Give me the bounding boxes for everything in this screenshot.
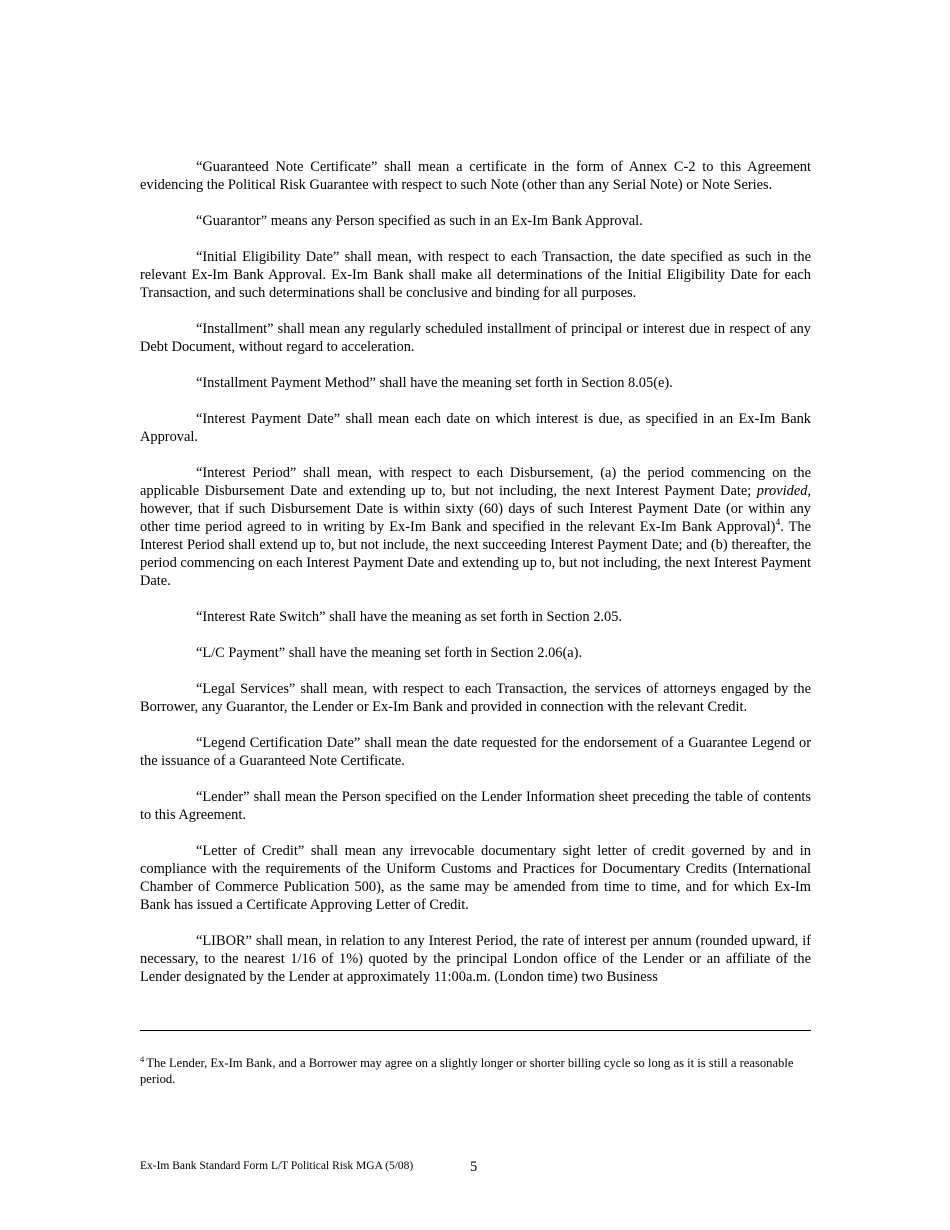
definition-installment: “Installment” shall mean any regularly scheduled installment of principal or interest due in respect of any Debt Document, without regard to acceleration. (140, 321, 811, 355)
definition-legal-services: “Legal Services” shall mean, with respect to each Transaction, the services of attorneys engaged by the Borrower, any Guarantor, the Lender or Ex-Im Bank and provided in connection with the relevant Credit. (140, 681, 811, 715)
definition-installment-payment-method: “Installment Payment Method” shall have the meaning set forth in Section 8.05(e). (196, 375, 673, 391)
definition-interest-payment-date: “Interest Payment Date” shall mean each date on which interest is due, as specified in an Ex-Im Bank Approval. (140, 411, 811, 445)
footnote (140, 1055, 811, 1087)
interest-period-italic: provided, (756, 483, 811, 499)
definition-lender: “Lender” shall mean the Person specified on the Lender Information sheet preceding the table of contents to this Agreement. (140, 789, 811, 823)
definition-interest-period (140, 464, 811, 590)
interest-period-text-2: however, that if such Disbursement Date is within sixty (60) days of such Interest Payment Date (or within any other time period agreed to in writing by Ex-Im Bank and specified in the relevant Ex-Im Bank Approval) (140, 501, 811, 535)
interest-period-text-3: . The Interest Period shall extend up to, but not include, the next succeeding Interest Payment Date; and (b) thereafter, the period commencing on each Interest Payment Date and extending up to, but not including, the next Interest Payment Date. (140, 519, 811, 589)
definition-legend-certification-date: “Legend Certification Date” shall mean the date requested for the endorsement of a Guarantee Legend or the issuance of a Guaranteed Note Certificate. (140, 735, 811, 769)
definition-guarantor: “Guarantor” means any Person specified as such in an Ex-Im Bank Approval. (196, 213, 643, 229)
definition-lc-payment: “L/C Payment” shall have the meaning set forth in Section 2.06(a). (196, 645, 583, 661)
interest-period-text-1: “Interest Period” shall mean, with respect to each Disbursement, (a) the period commencing on the applicable Disbursement Date and extending up to, but not including, the next Interest Payment Date; (140, 465, 811, 499)
definition-libor: “LIBOR” shall mean, in relation to any Interest Period, the rate of interest per annum (rounded upward, if necessary, to the nearest 1/16 of 1%) quoted by the principal London office of the Lender or an affiliate of the Lender designated by the Lender at approximately 11:00a.m. (London time) two Business (140, 933, 811, 985)
footer-form-name: Ex-Im Bank Standard Form L/T Political Risk MGA (5/08) (140, 1160, 414, 1172)
footnote-text: The Lender, Ex-Im Bank, and a Borrower may agree on a slightly longer or shorter billing cycle so long as it is still a reasonable period. (140, 1056, 794, 1086)
definition-guaranteed-note-certificate: “Guaranteed Note Certificate” shall mean a certificate in the form of Annex C-2 to this Agreement evidencing the Political Risk Guarantee with respect to such Note (other than any Serial Note) or Note Series. (140, 159, 811, 193)
footnote-reference[interactable]: 4 (775, 518, 781, 529)
definition-letter-of-credit: “Letter of Credit” shall mean any irrevocable documentary sight letter of credit governed by and in compliance with the requirements of the Uniform Customs and Practices for Documentary Credits (International Chamber of Commerce Publication 500), as the same may be amended from time to time, and for which Ex-Im Bank has issued a Certificate Approving Letter of Credit. (140, 843, 811, 913)
footnote-separator (140, 1030, 811, 1031)
page-number: 5 (470, 1159, 478, 1175)
definition-initial-eligibility-date: “Initial Eligibility Date” shall mean, with respect to each Transaction, the date specified as such in the relevant Ex-Im Bank Approval. Ex-Im Bank shall make all determinations of the Initial Eligibility Date for each Transaction, and such determinations shall be conclusive and binding for all purposes. (140, 249, 811, 301)
definition-interest-rate-switch: “Interest Rate Switch” shall have the meaning as set forth in Section 2.05. (196, 609, 623, 625)
definitions-body (140, 158, 811, 986)
footnote-number: 4 (140, 1053, 145, 1064)
